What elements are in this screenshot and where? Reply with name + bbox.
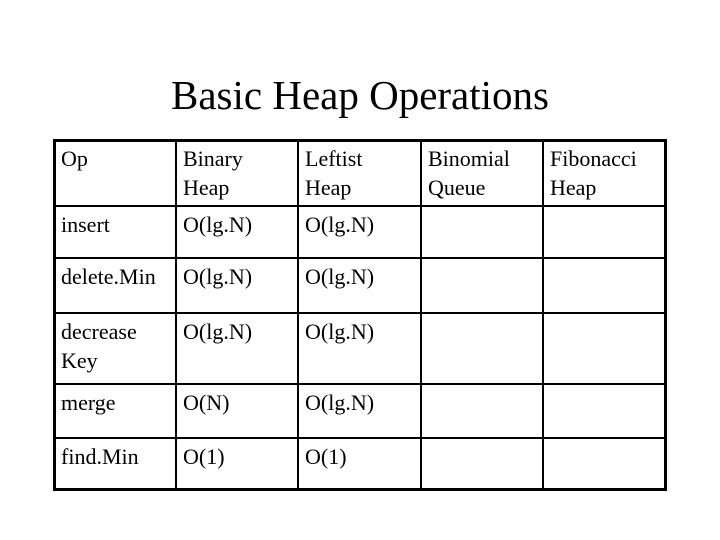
table-row-divider (56, 205, 664, 207)
header-cell-fibonacci-heap: Fibonacci Heap (550, 146, 637, 200)
table-cell-op: merge (61, 390, 116, 415)
table-cell-op: decrease Key (61, 319, 137, 373)
header-cell-binary-heap: Binary Heap (183, 146, 243, 200)
table-row-divider (56, 383, 664, 385)
table-cell-op: delete.Min (61, 264, 156, 289)
table-cell-binary-heap: O(lg.N) (183, 212, 253, 237)
header-cell-binomial-queue: Binomial Queue (428, 146, 510, 200)
table-cell-binary-heap: O(lg.N) (183, 319, 253, 344)
slide-title: Basic Heap Operations (171, 72, 549, 118)
table-cell-binary-heap: O(lg.N) (183, 264, 253, 289)
table-cell-binary-heap: O(N) (183, 390, 230, 415)
table-cell-leftist-heap: O(lg.N) (305, 264, 375, 289)
table-cell-leftist-heap: O(lg.N) (305, 212, 375, 237)
header-cell-op: Op (61, 146, 88, 171)
table-cell-leftist-heap: O(1) (305, 444, 347, 469)
heap-operations-table (53, 139, 667, 491)
table-cell-leftist-heap: O(lg.N) (305, 319, 375, 344)
table-row-divider (56, 437, 664, 439)
table-cell-leftist-heap: O(lg.N) (305, 390, 375, 415)
table-cell-op: insert (61, 212, 110, 237)
table-row-divider (56, 257, 664, 259)
table-row-divider (56, 312, 664, 314)
header-cell-leftist-heap: Leftist Heap (305, 146, 363, 200)
table-cell-op: find.Min (61, 444, 139, 469)
table-cell-binary-heap: O(1) (183, 444, 225, 469)
